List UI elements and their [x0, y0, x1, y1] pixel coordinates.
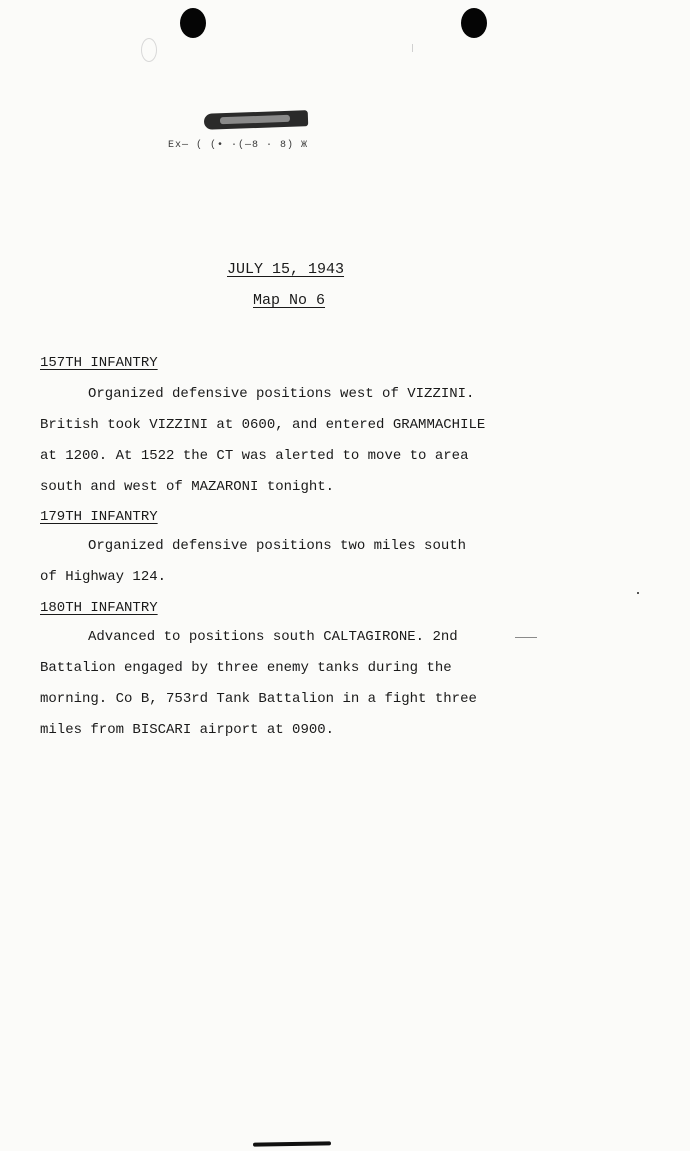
- faint-ring-mark: [141, 38, 157, 62]
- punch-hole-left: [180, 8, 206, 38]
- margin-dash-mark: [515, 637, 537, 638]
- paragraph-line: south and west of MAZARONI tonight.: [40, 479, 335, 495]
- map-number: Map No 6: [253, 292, 326, 309]
- paragraph-line: at 1200. At 1522 the CT was alerted to move to area: [40, 448, 469, 464]
- unit-paragraph-157: [40, 379, 560, 503]
- unit-heading-180: 180TH INFANTRY: [40, 600, 158, 616]
- document-date: JULY 15, 1943: [227, 261, 345, 278]
- stamp-redaction-bar: [204, 110, 308, 130]
- paragraph-line: Battalion engaged by three enemy tanks during the: [40, 660, 452, 676]
- paragraph-line: miles from BISCARI airport at 0900.: [40, 722, 335, 738]
- punch-hole-right: [461, 8, 487, 38]
- faint-tick-mark: [412, 44, 413, 52]
- paragraph-line: Advanced to positions south CALTAGIRONE. 2nd: [88, 629, 458, 645]
- paragraph-line: morning. Co B, 753rd Tank Battalion in a fight three: [40, 691, 477, 707]
- stamp-text: Ex— ( (• ·(—8 · 8) Ж: [168, 140, 309, 151]
- bottom-ink-mark: [253, 1141, 331, 1146]
- paragraph-line: of Highway 124.: [40, 569, 167, 585]
- unit-heading-157: 157TH INFANTRY: [40, 355, 158, 371]
- paragraph-line: British took VIZZINI at 0600, and entered GRAMMACHILE: [40, 417, 486, 433]
- paragraph-line: Organized defensive positions two miles south: [88, 538, 467, 554]
- unit-paragraph-179: [40, 531, 560, 593]
- paragraph-line: Organized defensive positions west of VIZZINI.: [88, 386, 475, 402]
- margin-dot-mark: [637, 592, 639, 594]
- unit-paragraph-180: [40, 622, 560, 746]
- classification-stamp: [168, 100, 368, 156]
- unit-heading-179: 179TH INFANTRY: [40, 509, 158, 525]
